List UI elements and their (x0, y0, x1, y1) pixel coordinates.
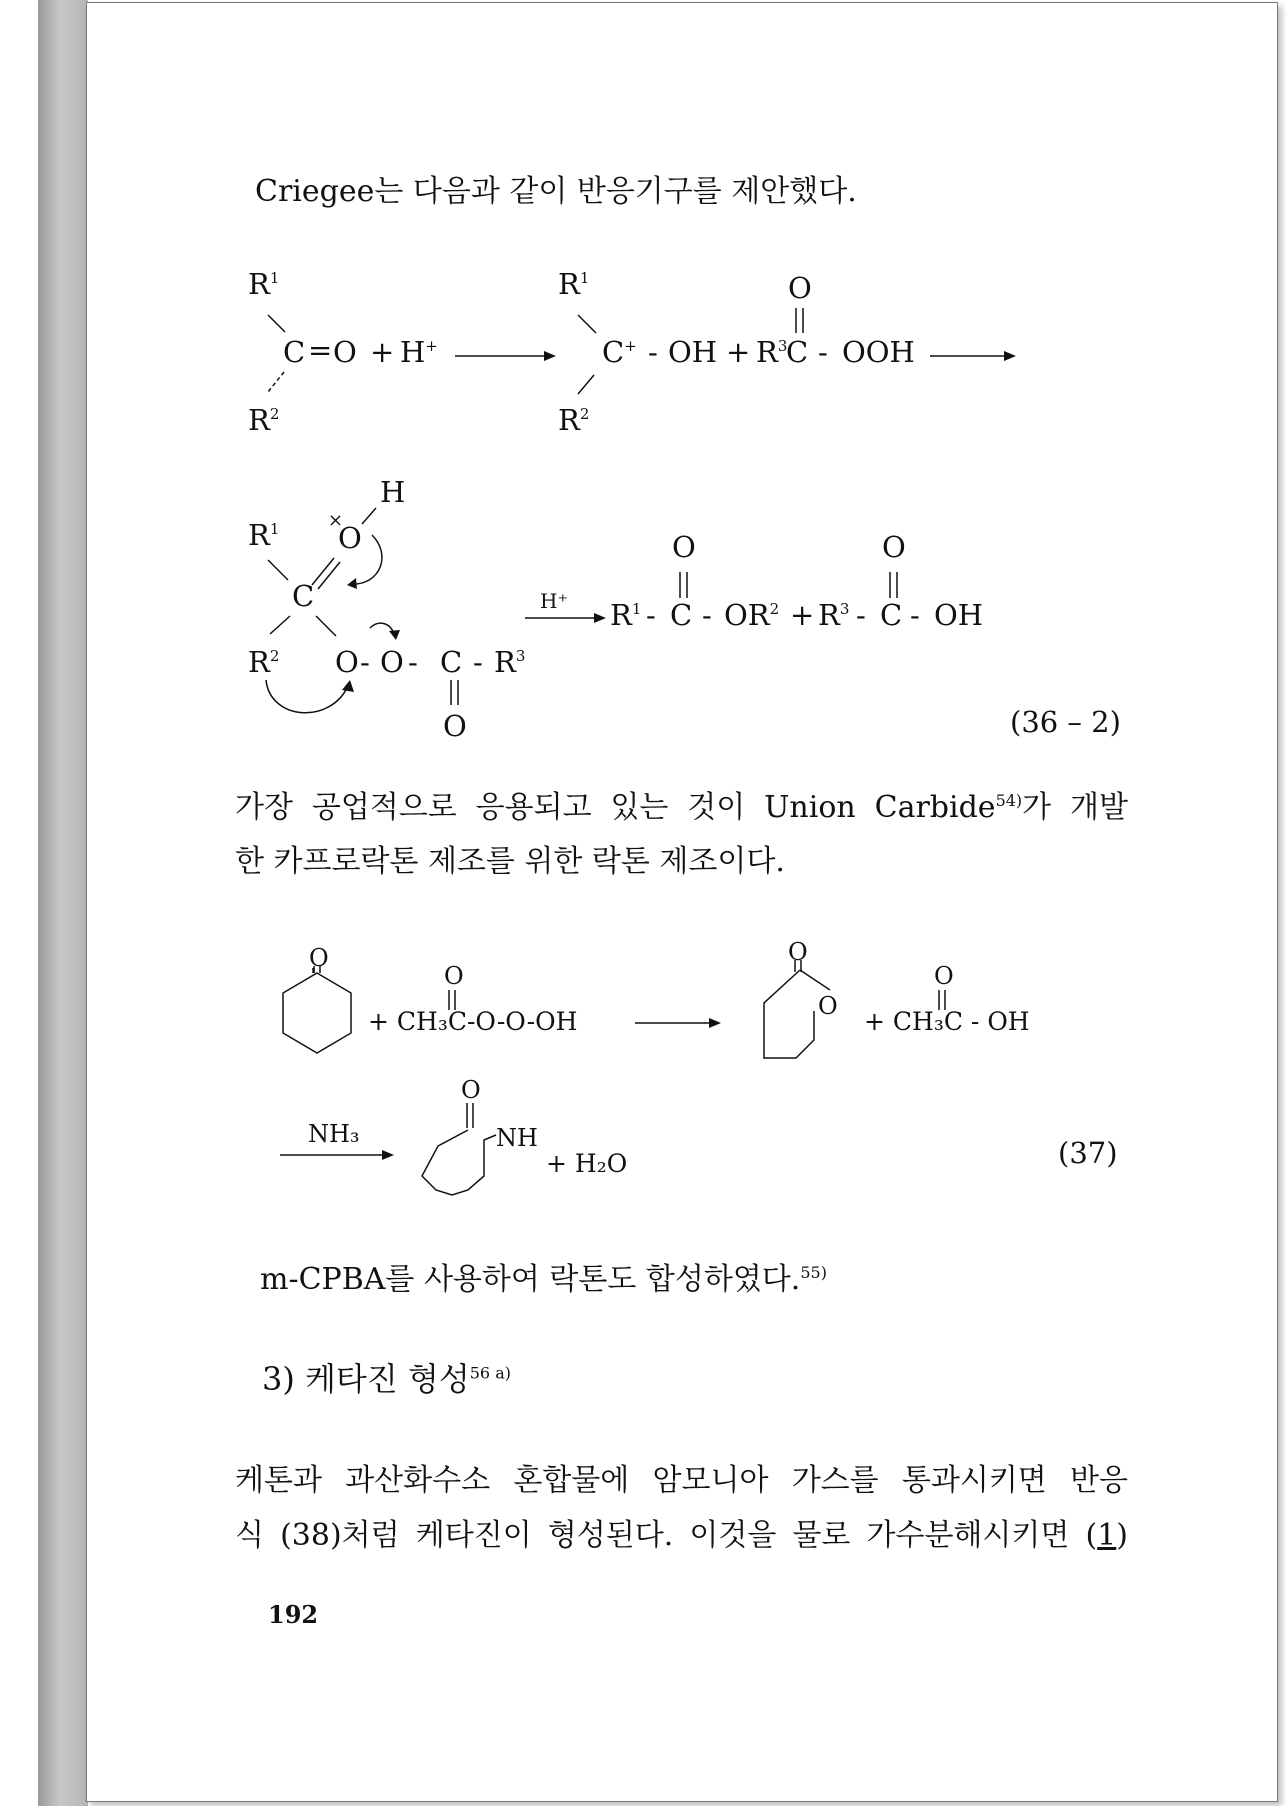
r1-label-2: $R^1$ (558, 267, 590, 301)
para3-line2: 식 (38)처럼 케타진이 형성된다. 이것을 물로 가수분해시키면 (1) (235, 1518, 1128, 1553)
r3-label: $R^3$ (494, 645, 526, 679)
caprolactam-ring (422, 1103, 496, 1195)
acetic-acid-o: O (934, 962, 954, 990)
r1-label-3: $R^1$ (248, 518, 280, 552)
product-c1: C (670, 598, 693, 632)
plus-sign: + (726, 335, 751, 369)
plus-sign: + (370, 335, 395, 369)
equation-label-36-2: (36 – 2) (1010, 705, 1121, 739)
hydroxyl: OH (668, 335, 718, 369)
peracid-reagent: + CH₃C-O-O-OH (368, 1007, 578, 1036)
lactone-ring-o: O (818, 992, 838, 1020)
product-oh: OH (934, 598, 984, 632)
lactam-o: O (461, 1076, 481, 1104)
r2-label-3: $R^2$ (248, 645, 280, 679)
lactam-nh: NH (496, 1124, 538, 1152)
product-o1: O (672, 530, 696, 564)
peroxy-group: OOH (842, 335, 915, 369)
peracid-o: O (444, 962, 464, 990)
peracid-o: O (788, 271, 812, 305)
water: + H₂O (546, 1149, 628, 1178)
h-plus: H+ (400, 335, 438, 369)
catalyst-label: H⁺ (540, 589, 568, 613)
acyl-o: O (443, 709, 467, 743)
r1-label: $R^1$ (248, 267, 280, 301)
page-number: 192 (268, 1600, 319, 1629)
para2-text: m-CPBA를 사용하여 락톤도 합성하였다.$^{55)}$ (260, 1262, 827, 1297)
bond-dash: - (646, 598, 656, 632)
reaction-arrow-3 (635, 1018, 721, 1028)
ester-o2: O (380, 645, 404, 679)
carbonyl-o: O (333, 335, 357, 369)
double-bond: = (308, 333, 333, 367)
cyclohexanone-ring (283, 966, 351, 1053)
product-o2: O (882, 530, 906, 564)
equation-label-37: (37) (1058, 1136, 1118, 1170)
ketone-o: O (309, 944, 329, 972)
bond-dash: - (648, 335, 658, 369)
carbonyl-c: C (283, 335, 306, 369)
lactone-carbonyl-o: O (788, 938, 808, 966)
product-r3: $R^3$ (818, 598, 850, 632)
ammonia-label: NH₃ (308, 1120, 360, 1148)
central-c: C (292, 579, 315, 613)
product-or2: $OR^2$ (724, 598, 780, 632)
acyl-c: C (440, 645, 463, 679)
r2-label-2: $R^2$ (558, 403, 590, 437)
acetic-acid: + CH₃C - OH (864, 1007, 1030, 1036)
h-label: H (380, 475, 406, 509)
bond-dash: - (360, 645, 370, 679)
plus-sign: + (790, 598, 815, 632)
reaction-arrow-4 (280, 1150, 394, 1160)
bond-dash: - (856, 598, 866, 632)
product-r1: $R^1$ (610, 598, 642, 632)
product-c2: C (880, 598, 903, 632)
bond-dash: - (910, 598, 920, 632)
bond-dash: - (818, 335, 828, 369)
peracid-c: C (786, 335, 809, 369)
radical-mark: × (328, 510, 344, 531)
bond-dash: - (702, 598, 712, 632)
para3-line1: 케톤과 과산화수소 혼합물에 암모니아 가스를 통과시키면 반응 (235, 1463, 1128, 1498)
oxonium-o: O (338, 521, 362, 555)
r2-label: $R^2$ (248, 403, 280, 437)
section-title: 3) 케타진 형성$^{56 a)}$ (262, 1360, 511, 1398)
bond-dash: - (473, 645, 483, 679)
bond-dash: - (408, 645, 418, 679)
carbocation: C+ (602, 335, 637, 369)
ester-o1: O (335, 645, 359, 679)
intro-text: Criegee는 다음과 같이 반응기구를 제안했다. (255, 174, 857, 209)
peracid-r3: $R^3$ (756, 335, 788, 369)
para1-line1: 가장 공업적으로 응용되고 있는 것이 Union Carbide$^{54)}$가 개발 (235, 790, 1129, 825)
para1-line2: 한 카프로락톤 제조를 위한 락톤 제조이다. (235, 844, 785, 879)
